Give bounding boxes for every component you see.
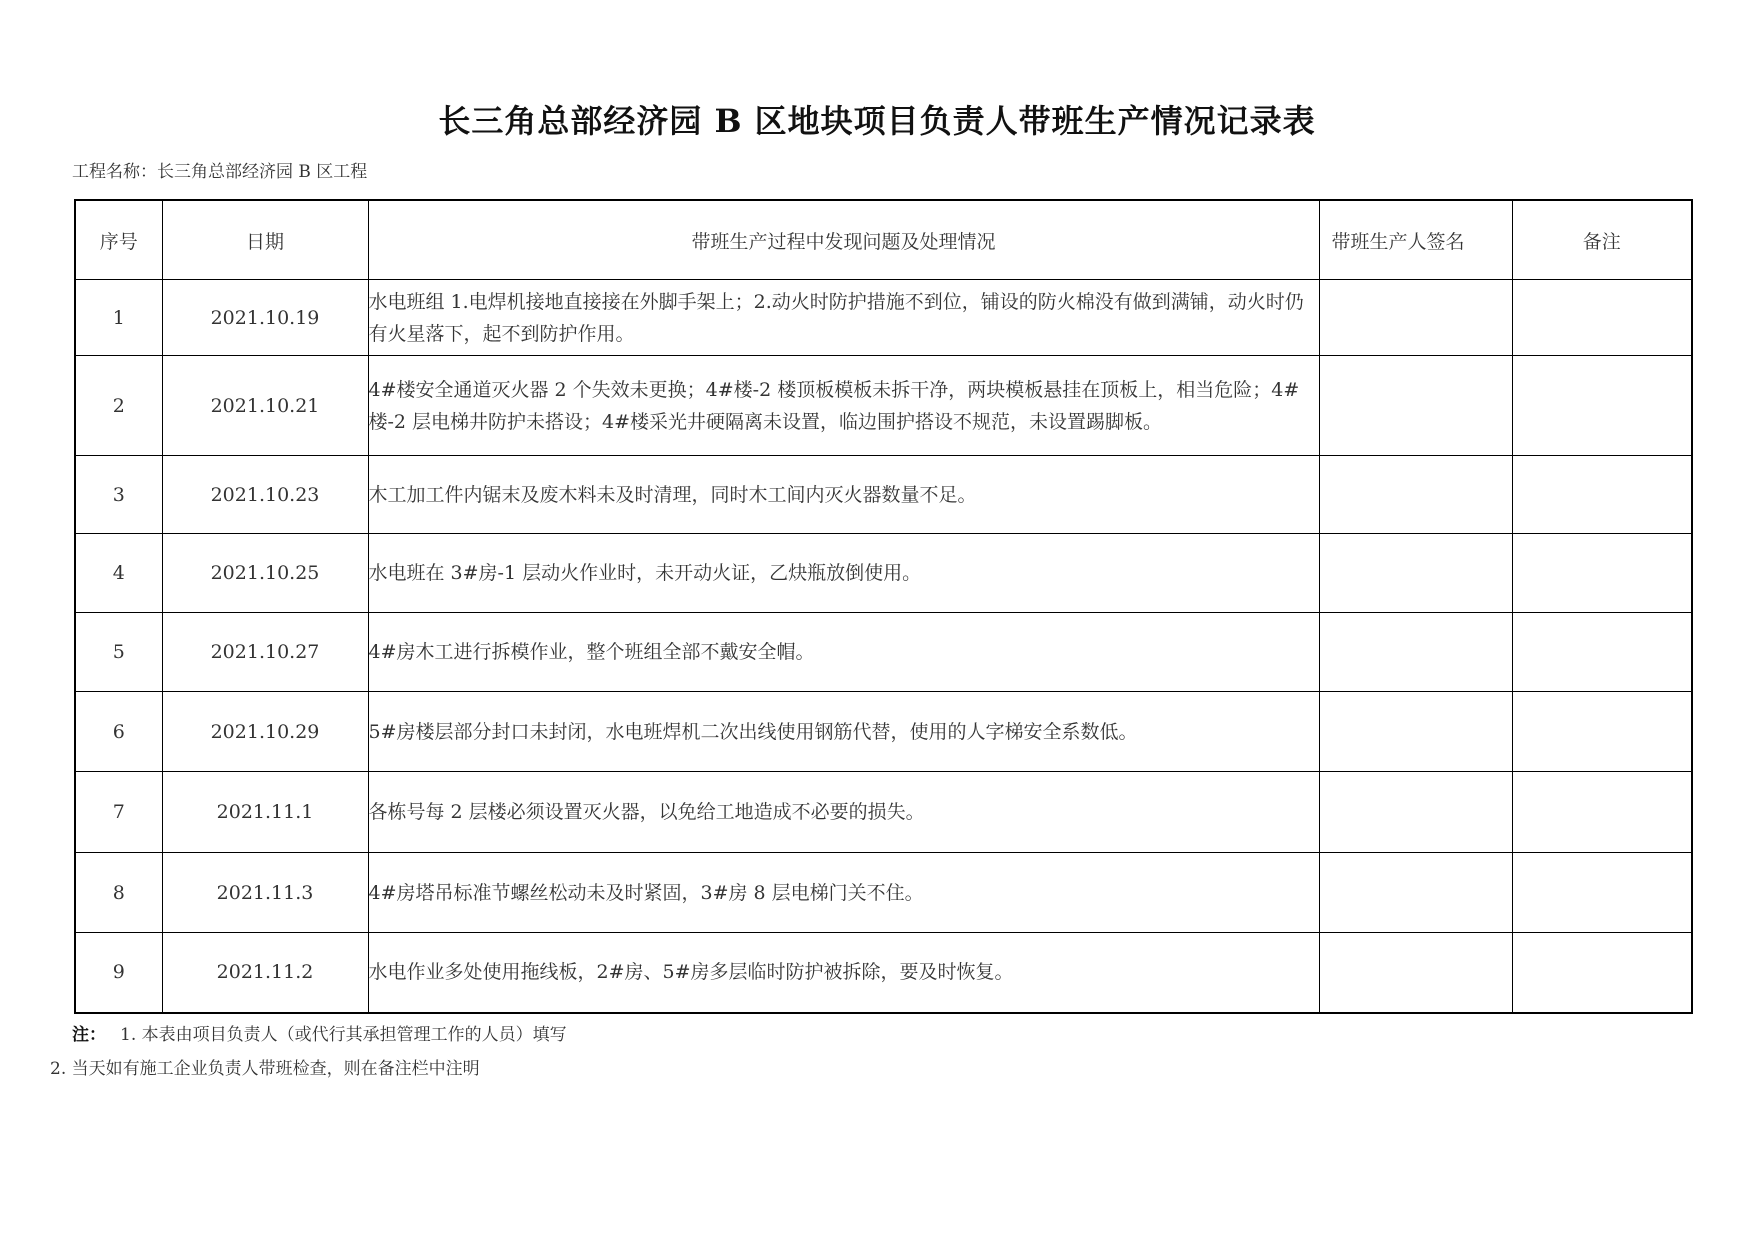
note-line-1 (72, 1020, 567, 1045)
row-seq: 8 (75, 853, 162, 933)
row-description: 5#房楼层部分封口未封闭，水电班焊机二次出线使用钢筋代替，使用的人字梯安全系数低。 (368, 692, 1319, 772)
row-remarks (1512, 692, 1692, 772)
row-date: 2021.11.2 (162, 933, 368, 1013)
row-date: 2021.10.19 (162, 280, 368, 356)
row-description: 木工加工件内锯末及废木料未及时清理，同时木工间内灭火器数量不足。 (368, 456, 1319, 534)
row-signer (1319, 692, 1512, 772)
row-seq: 6 (75, 692, 162, 772)
row-remarks (1512, 456, 1692, 534)
row-seq: 9 (75, 933, 162, 1013)
note-item-2: 2. 当天如有施工企业负责人带班检查，则在备注栏中注明 (50, 1059, 480, 1079)
note-item-1: 1. 本表由项目负责人（或代行其承担管理工作的人员）填写 (120, 1025, 567, 1045)
row-remarks (1512, 772, 1692, 853)
row-description: 4#楼安全通道灭火器 2 个失效未更换；4#楼-2 楼顶板模板未拆干净，两块模板悬挂在顶板上，相当危险；4#楼-2 层电梯井防护未搭设；4#楼采光井硬隔离未设置，临边围护搭设不规范，未设置踢脚板。 (368, 356, 1319, 456)
row-date: 2021.10.23 (162, 456, 368, 534)
document-title: 长三角总部经济园 B 区地块项目负责人带班生产情况记录表 (438, 102, 1316, 140)
row-signer (1319, 853, 1512, 933)
row-remarks (1512, 356, 1692, 456)
header-signer: 带班生产人签名 (1319, 200, 1512, 280)
row-description: 水电班在 3#房-1 层动火作业时，未开动火证，乙炔瓶放倒使用。 (368, 534, 1319, 613)
row-signer (1319, 613, 1512, 692)
row-description: 水电班组 1.电焊机接地直接接在外脚手架上；2.动火时防护措施不到位，铺设的防火棉没有做到满铺，动火时仍有火星落下，起不到防护作用。 (368, 280, 1319, 356)
table-row (75, 534, 1692, 613)
row-remarks (1512, 534, 1692, 613)
row-date: 2021.10.27 (162, 613, 368, 692)
row-signer (1319, 280, 1512, 356)
row-seq: 2 (75, 356, 162, 456)
row-signer (1319, 534, 1512, 613)
record-table (74, 199, 1693, 1014)
row-description: 4#房塔吊标准节螺丝松动未及时紧固，3#房 8 层电梯门关不住。 (368, 853, 1319, 933)
row-remarks (1512, 280, 1692, 356)
note-label: 注： (72, 1025, 106, 1045)
table-row (75, 772, 1692, 853)
header-description: 带班生产过程中发现问题及处理情况 (368, 200, 1319, 280)
row-signer (1319, 933, 1512, 1013)
row-signer (1319, 356, 1512, 456)
table-row (75, 613, 1692, 692)
table-row (75, 692, 1692, 772)
row-date: 2021.11.3 (162, 853, 368, 933)
row-signer (1319, 456, 1512, 534)
row-seq: 5 (75, 613, 162, 692)
header-remarks: 备注 (1512, 200, 1692, 280)
row-description: 各栋号每 2 层楼必须设置灭火器，以免给工地造成不必要的损失。 (368, 772, 1319, 853)
project-name-line: 工程名称：长三角总部经济园 B 区工程 (72, 162, 368, 182)
table-row (75, 456, 1692, 534)
row-description: 水电作业多处使用拖线板，2#房、5#房多层临时防护被拆除，要及时恢复。 (368, 933, 1319, 1013)
row-seq: 3 (75, 456, 162, 534)
row-seq: 7 (75, 772, 162, 853)
table-row (75, 853, 1692, 933)
row-remarks (1512, 613, 1692, 692)
header-seq: 序号 (75, 200, 162, 280)
row-date: 2021.10.25 (162, 534, 368, 613)
row-date: 2021.10.21 (162, 356, 368, 456)
table-row (75, 356, 1692, 456)
row-remarks (1512, 853, 1692, 933)
row-description: 4#房木工进行拆模作业，整个班组全部不戴安全帽。 (368, 613, 1319, 692)
row-date: 2021.10.29 (162, 692, 368, 772)
row-date: 2021.11.1 (162, 772, 368, 853)
table-header-row (75, 200, 1692, 280)
row-remarks (1512, 933, 1692, 1013)
header-date: 日期 (162, 200, 368, 280)
table-row (75, 933, 1692, 1013)
row-signer (1319, 772, 1512, 853)
row-seq: 1 (75, 280, 162, 356)
table-row (75, 280, 1692, 356)
row-seq: 4 (75, 534, 162, 613)
